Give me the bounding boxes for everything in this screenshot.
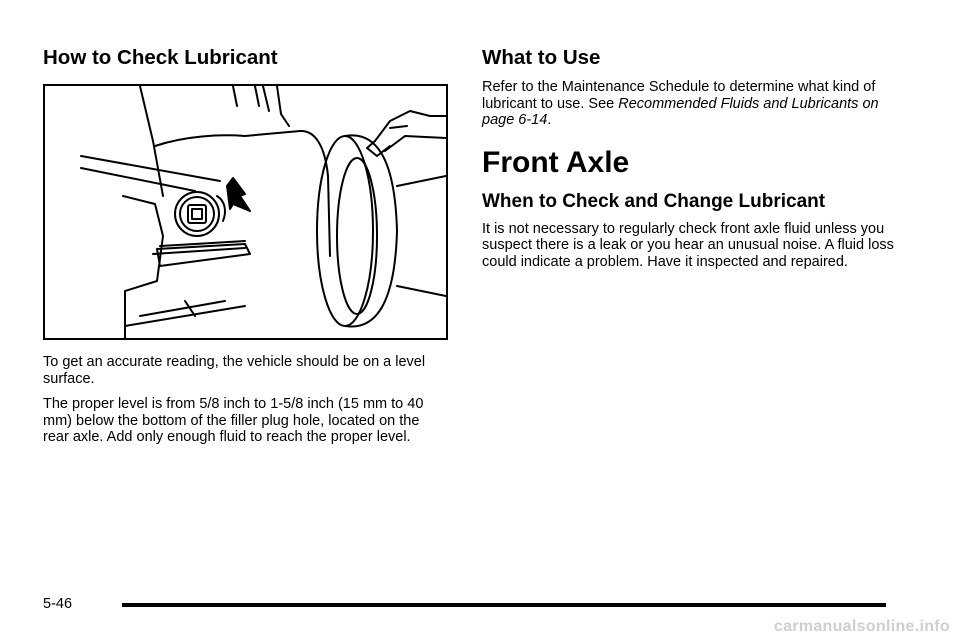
level-surface-paragraph: To get an accurate reading, the vehicle should be on a level surface.: [43, 354, 426, 387]
section-heading-check-lubricant: How to Check Lubricant: [43, 46, 278, 69]
left-column: [43, 44, 448, 455]
watermark: carmanualsonline.info: [773, 618, 950, 635]
proper-level-paragraph: The proper level is from 5/8 inch to 1-5/8 inch (15 mm to 40 mm) below the bottom of the filler plug hole, located on the rear axle. Add only enough fluid to reach the proper level.: [43, 396, 424, 446]
when-to-check-heading: When to Check and Change Lubricant: [482, 190, 826, 212]
recommended-fluids-reference: Recommended Fluids and Lubricants on page 6-14: [482, 95, 879, 129]
what-to-use-end: .: [547, 112, 552, 129]
front-axle-fluid-paragraph: It is not necessary to regularly check front axle fluid unless you suspect there is a leak or you hear an unusual noise. A fluid loss could indicate a problem. Have it inspected and repaired.: [482, 220, 894, 270]
section-heading-what-to-use: What to Use: [482, 46, 601, 69]
footer-rule: [122, 603, 886, 607]
front-axle-heading: Front Axle: [482, 145, 630, 179]
right-column: [482, 44, 912, 280]
what-to-use-paragraph: [482, 79, 912, 129]
what-to-use-text: Refer to the Maintenance Schedule to determine what kind of lubricant to use. See: [482, 79, 876, 112]
page-number: 5-46: [43, 596, 73, 612]
axle-filler-plug-illustration: [43, 84, 448, 340]
